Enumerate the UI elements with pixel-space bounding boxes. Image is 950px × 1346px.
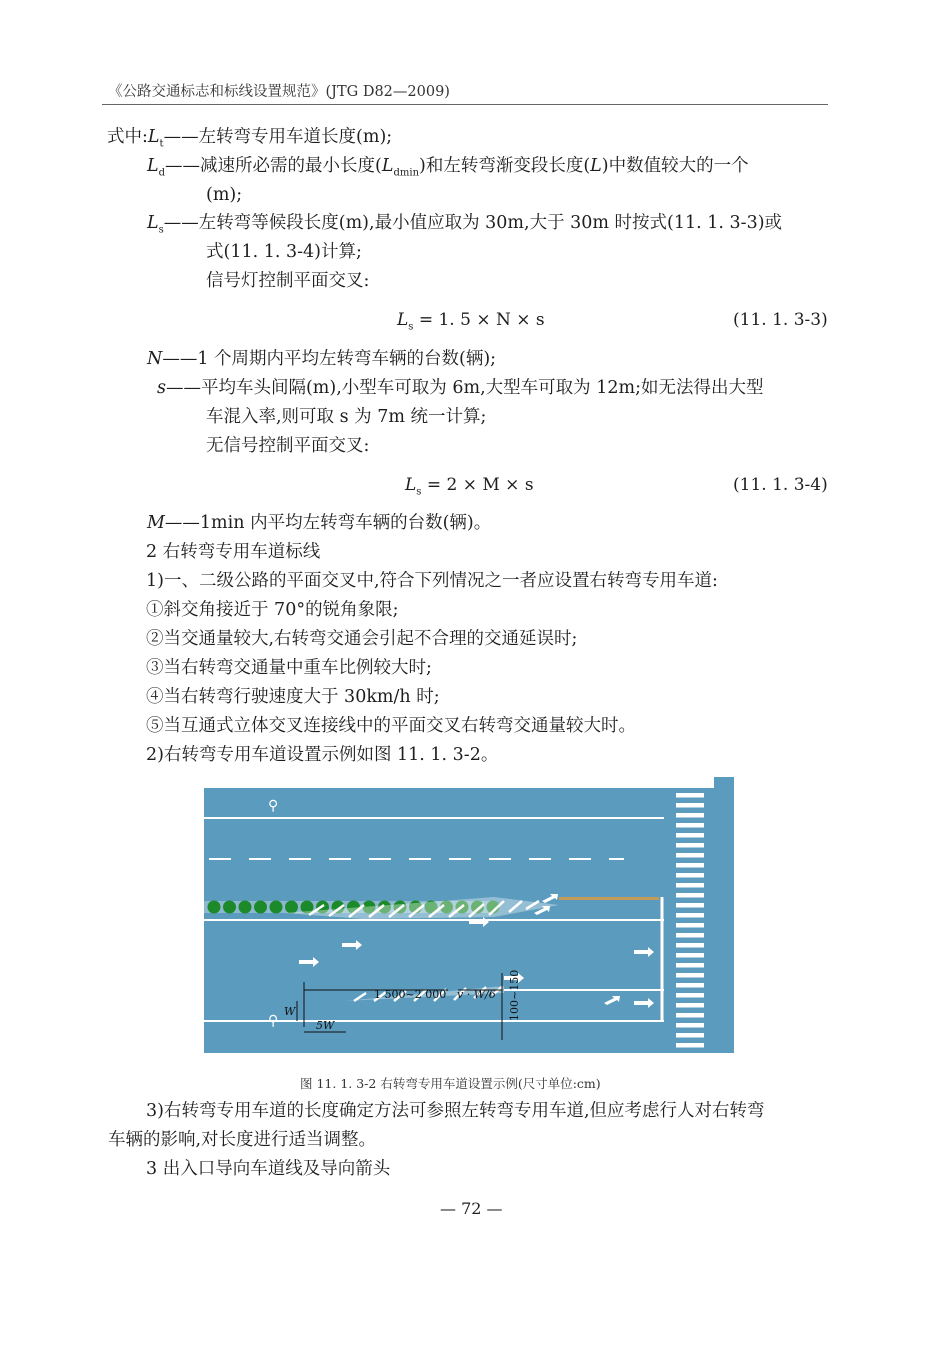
signal-heading: 信号灯控制平面交叉:: [206, 271, 370, 291]
dim-5w-label: 5W: [316, 1019, 335, 1032]
def-ls: $L_s——$左转弯等候段长度(m),最小值应取为 30m,大于 30m 时按式(11. 1. 3-3)或: [147, 213, 783, 236]
zebra-stripe: [676, 993, 704, 998]
def-lt: 式中$:L_t——$左转弯专用车道长度(m);: [107, 127, 393, 150]
zebra-stripe: [676, 1023, 704, 1028]
zebra-stripe: [676, 983, 704, 988]
def-s-cont: 车混入率,则可取 s 为 7m 统一计算;: [206, 407, 487, 427]
def-n: N——1 个周期内平均左转弯车辆的台数(辆);: [147, 349, 497, 369]
zebra-stripe: [676, 873, 704, 878]
zebra-stripe: [676, 933, 704, 938]
dim-vw-label: v · W/6: [457, 988, 496, 1001]
formula-2: $L_s = 2 \times M \times s$: [405, 475, 534, 498]
zebra-stripe: [676, 1003, 704, 1008]
nosignal-heading: 无信号控制平面交叉:: [206, 436, 370, 456]
dim-w-label: W: [284, 1005, 296, 1018]
formula-1: $L_s = 1$. 5 × N × s: [397, 310, 545, 333]
list-item: ③当右转弯交通量中重车比例较大时;: [146, 658, 432, 678]
list-item: ②当交通量较大,右转弯交通会引起不合理的交通延误时;: [146, 629, 578, 649]
zebra-stripe: [676, 963, 704, 968]
zebra-stripe: [676, 943, 704, 948]
zebra-stripe: [676, 1033, 704, 1038]
zebra-stripe: [676, 833, 704, 838]
median-tree: [208, 901, 221, 914]
median-tree: [254, 901, 267, 914]
section-2-p2: 2)右转弯专用车道设置示例如图 11. 1. 3-2。: [146, 745, 499, 765]
section-2-title: 2 右转弯专用车道标线: [146, 542, 321, 562]
list-item: ①斜交角接近于 70°的锐角象限;: [146, 600, 399, 620]
zebra-stripe: [676, 813, 704, 818]
dim-length-label: 1 500~2 000: [374, 988, 447, 1001]
zebra-stripe: [676, 893, 704, 898]
zebra-stripe: [676, 923, 704, 928]
def-s: s——平均车头间隔(m),小型车可取为 6m,大型车可取为 12m;如无法得出大型: [157, 378, 764, 398]
list-item: ⑤当互通式立体交叉连接线中的平面交叉右转弯交通量较大时。: [146, 716, 636, 736]
road-flare: [714, 777, 734, 1053]
zebra-stripe: [676, 793, 704, 798]
zebra-stripe: [676, 863, 704, 868]
zebra-stripe: [676, 853, 704, 858]
dim-offset-label: 100~150: [508, 969, 521, 1021]
para-3-line-1: 3)右转弯专用车道的长度确定方法可参照左转弯专用车道,但应考虑行人对右转弯: [146, 1101, 765, 1121]
zebra-stripe: [676, 953, 704, 958]
zebra-stripe: [676, 1013, 704, 1018]
zebra-stripe: [676, 903, 704, 908]
zebra-stripe: [676, 1043, 704, 1048]
zebra-stripe: [676, 843, 704, 848]
formula-1-number: (11. 1. 3-3): [733, 310, 828, 330]
median-tree: [239, 901, 252, 914]
section-3-title: 3 出入口导向车道线及导向箭头: [146, 1159, 391, 1179]
section-2-p1: 1)一、二级公路的平面交叉中,符合下列情况之一者应设置右转弯专用车道:: [146, 571, 718, 591]
zebra-stripe: [676, 803, 704, 808]
figure-caption: 图 11. 1. 3-2 右转弯专用车道设置示例(尺寸单位:cm): [300, 1076, 601, 1091]
median-tree: [223, 901, 236, 914]
para-3-line-2: 车辆的影响,对长度进行适当调整。: [108, 1130, 377, 1150]
header-rule: [102, 104, 828, 105]
def-ld: $L_d——$减速所必需的最小长度$(L_{dmin})$和左转弯渐变段长度(L)中数值较大的一个: [147, 156, 749, 179]
median-tree: [270, 901, 283, 914]
zebra-stripe: [676, 913, 704, 918]
zebra-stripe: [676, 883, 704, 888]
right-turn-lane-diagram: [204, 777, 734, 1053]
zebra-stripe: [676, 973, 704, 978]
median-tree: [285, 901, 298, 914]
def-m: M——1min 内平均左转弯车辆的台数(辆)。: [147, 513, 492, 533]
bicycle-icon: ⚲: [268, 798, 279, 814]
list-item: ④当右转弯行驶速度大于 30km/h 时;: [146, 687, 440, 707]
bicycle-icon: ⚲: [268, 1013, 279, 1029]
curb-line: [559, 897, 659, 900]
formula-2-number: (11. 1. 3-4): [733, 475, 828, 495]
def-ls-cont: 式(11. 1. 3-4)计算;: [206, 242, 362, 262]
running-header: 《公路交通标志和标线设置规范》(JTG D82—2009): [108, 84, 450, 100]
zebra-stripe: [676, 823, 704, 828]
def-ld-cont: (m);: [206, 185, 243, 205]
page-number: — 72 —: [440, 1199, 503, 1218]
